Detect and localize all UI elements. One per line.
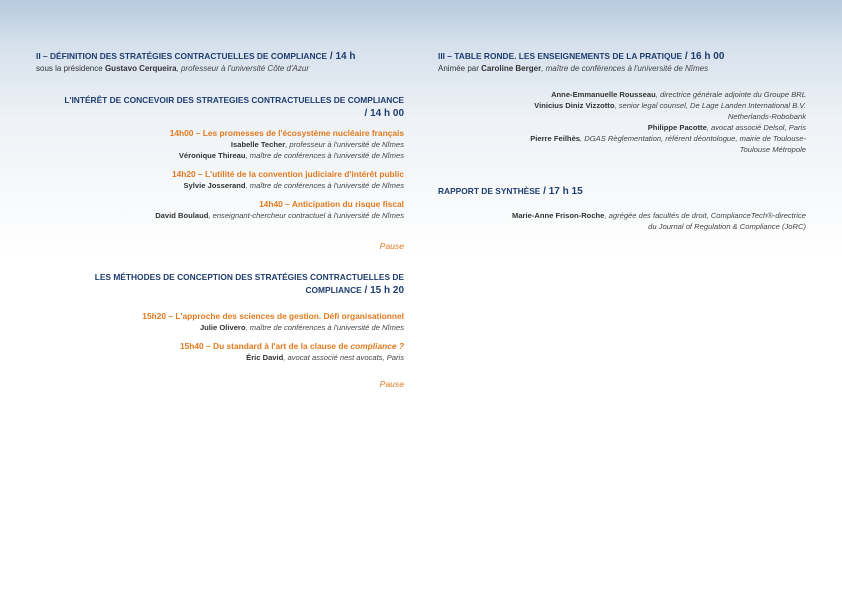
section-2-heading <box>36 50 404 63</box>
section-2-title: II – DÉFINITION DES STRATÉGIES CONTRACTUELLES DE COMPLIANCE <box>36 51 328 61</box>
synthesis-heading <box>438 185 806 198</box>
synthesis-time: / 17 h 15 <box>543 186 583 197</box>
section-2-time: / 14 h <box>329 51 356 62</box>
chair-name: Gustavo Cerqueira <box>104 64 177 73</box>
panelist: Pierre Feilhès, DGAS Règlementation, référent déontologue, mairie de Toulouse- <box>530 134 806 143</box>
talk-4-title: 15h20 – L'approche des sciences de gestion. Défi organisationnel <box>142 311 404 321</box>
pause-2: Pause <box>379 379 404 389</box>
talk-2-title: 14h20 – L'utilité de la convention judiciaire d'intérêt public <box>171 169 404 179</box>
section-3-time: / 16 h 00 <box>684 51 725 62</box>
speaker: David Boulaud, enseignant-chercheur contractuel à l'université de Nîmes <box>155 211 404 220</box>
talk-1-title: 14h00 – Les promesses de l'écosystème nucléaire français <box>169 128 404 138</box>
left-column <box>36 50 404 389</box>
talk-5-title: 15h40 – Du standard à l'art de la clause de compliance ? <box>179 341 404 351</box>
right-column <box>438 50 806 232</box>
block-1-heading <box>36 94 404 120</box>
block-2-time: / 15 h 20 <box>364 285 404 296</box>
talk-3 <box>36 199 404 221</box>
panelist: Philippe Pacotte, avocat associé Delsol, Paris <box>647 123 806 132</box>
speaker: Julie Olivero, maître de conférences à l'université de Nîmes <box>199 323 404 332</box>
block-2-title-line-1: LES MÉTHODES DE CONCEPTION DES STRATÉGIES CONTRACTUELLES DE <box>94 272 404 282</box>
section-3-chair: Animée par Caroline Berger, maître de conférences à l'université de Nîmes <box>438 64 709 73</box>
talk-5 <box>36 341 404 363</box>
panelist-role-continued: Toulouse Métropole <box>739 145 806 154</box>
talk-2 <box>36 169 404 191</box>
section-3-heading <box>438 50 806 63</box>
speaker: Sylvie Josserand, maître de conférences à l'université de Nîmes <box>183 181 404 190</box>
chair-role: , professeur à l'université Côte d'Azur <box>176 64 309 73</box>
section-3-title: III – TABLE RONDE. LES ENSEIGNEMENTS DE LA PRATIQUE <box>438 51 683 61</box>
block-1-time: / 14 h 00 <box>364 108 404 119</box>
speaker: Isabelle Techer, professeur à l'université de Nîmes <box>230 140 404 149</box>
panelist: Vinicius Diniz Vizzotto, senior legal counsel, De Lage Landen International B.V. <box>534 101 806 110</box>
block-2-title-line-2: COMPLIANCE <box>305 285 362 295</box>
chair-role: , maître de conférences à l'université de Nîmes <box>541 64 709 73</box>
talk-1 <box>36 128 404 161</box>
speaker: Véronique Thireau, maître de conférences à l'université de Nîmes <box>178 151 404 160</box>
talk-4 <box>36 311 404 333</box>
panel-list <box>438 89 806 155</box>
panelist: Anne-Emmanuelle Rousseau, directrice générale adjointe du Groupe BRL <box>551 90 806 99</box>
talk-3-title: 14h40 – Anticipation du risque fiscal <box>259 199 404 209</box>
pause-1: Pause <box>379 241 404 251</box>
block-2-heading <box>36 271 404 297</box>
synthesis-title: RAPPORT DE SYNTHÈSE <box>438 186 541 196</box>
speaker: Éric David, avocat associé nest avocats, Paris <box>246 353 404 362</box>
chair-name: Caroline Berger <box>481 64 542 73</box>
panelist-role-continued: Netherlands-Robobank <box>727 112 806 121</box>
block-1-title: L'INTÉRÊT DE CONCEVOIR DES STRATEGIES CONTRACTUELLES DE COMPLIANCE <box>64 95 404 105</box>
section-2-chair: sous la présidence Gustavo Cerqueira, professeur à l'université Côte d'Azur <box>36 64 309 73</box>
synthesis-speaker: Marie-Anne Frison-Roche, agrégée des facultés de droit, ComplianceTech®-directrice du Journal of Regulation & Compliance (JoRC) <box>512 211 806 231</box>
